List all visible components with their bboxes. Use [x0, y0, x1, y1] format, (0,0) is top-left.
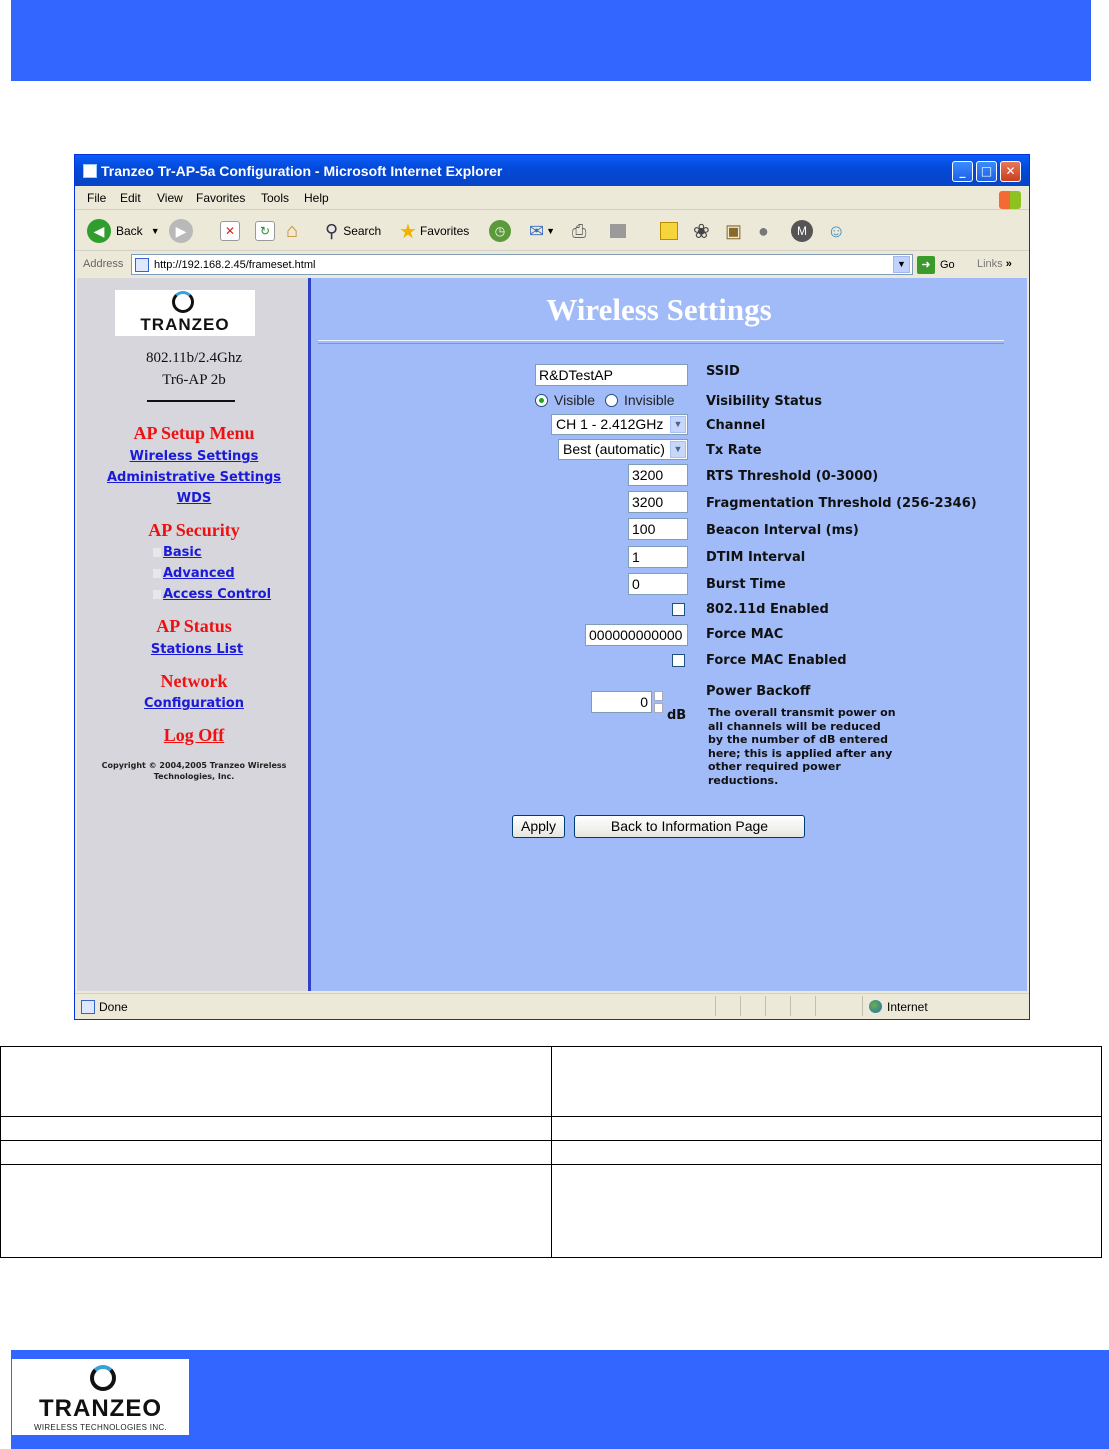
copyright-line-2: Technologies, Inc.	[153, 772, 235, 781]
favorites-label: Favorites	[419, 224, 470, 238]
links-button[interactable]: Links »	[977, 258, 1012, 270]
people-icon: ☺	[827, 220, 846, 241]
ie-page-icon	[83, 164, 97, 178]
swirl-logo-icon	[90, 1365, 116, 1391]
ap-security-heading: AP Security	[148, 520, 240, 540]
edit-button[interactable]	[610, 219, 626, 243]
menu-help[interactable]: Help	[304, 191, 329, 205]
beacon-interval-input[interactable]: 100	[628, 518, 688, 540]
footer-brand: TRANZEO	[39, 1395, 162, 1422]
top-banner	[11, 0, 1091, 81]
80211d-enabled-checkbox[interactable]	[672, 603, 685, 616]
mail-button[interactable]	[529, 219, 555, 243]
page-title: Wireless Settings	[546, 292, 772, 327]
power-backoff-description: The overall transmit power on all channels will be reduced by the number of dB entered here; this is applied after any other required power reductions.	[708, 706, 896, 787]
title-bar	[75, 155, 1029, 186]
stop-icon: ✕	[220, 221, 240, 241]
visibility-radio-group	[535, 392, 675, 408]
visible-radio[interactable]	[535, 394, 548, 407]
print-button[interactable]	[572, 219, 586, 243]
flower-button[interactable]	[693, 219, 710, 243]
sidebar-link-wds[interactable]: WDS	[176, 491, 212, 506]
rts-threshold-label: RTS Threshold (0-3000)	[706, 469, 879, 484]
address-url: http://192.168.2.45/frameset.html	[154, 259, 316, 271]
logo-brand-text: TRANZEO	[140, 315, 230, 334]
sidebar-link-administrative-settings[interactable]: Administrative Settings	[106, 470, 282, 485]
chevron-down-icon: ▼	[670, 441, 686, 458]
model-line-1: 802.11b/2.4Ghz	[145, 350, 243, 366]
search-label: Search	[343, 224, 382, 238]
media-icon: ▣	[725, 220, 743, 241]
80211d-enabled-label: 802.11d Enabled	[706, 602, 829, 617]
status-divider	[765, 996, 766, 1016]
channel-select-value: CH 1 - 2.412GHz	[556, 416, 664, 432]
power-backoff-label: Power Backoff	[706, 684, 811, 699]
ap-setup-menu-heading: AP Setup Menu	[133, 423, 255, 443]
status-divider	[740, 996, 741, 1016]
zone-label: Internet	[887, 1000, 928, 1014]
research-icon: M	[791, 220, 813, 242]
force-mac-enabled-label: Force MAC Enabled	[706, 653, 847, 668]
print-icon: ⎙	[572, 220, 587, 241]
status-divider	[790, 996, 791, 1016]
windows-logo-icon	[999, 191, 1021, 209]
table-row-line	[1, 1164, 1101, 1165]
menu-view[interactable]: View	[157, 191, 183, 205]
mail-icon: ✉	[529, 220, 545, 241]
bullet-icon	[153, 569, 161, 578]
spin-up-button[interactable]	[654, 691, 663, 701]
footer-logo	[12, 1359, 189, 1435]
go-button[interactable]	[917, 254, 955, 275]
main-frame	[314, 278, 1027, 991]
power-backoff-input[interactable]: 0	[591, 691, 652, 713]
page-content	[77, 278, 1027, 991]
history-button[interactable]	[489, 219, 511, 243]
status-divider	[862, 996, 863, 1016]
favorites-button[interactable]	[399, 219, 469, 243]
sidebar-link-configuration[interactable]: Configuration	[144, 696, 244, 711]
minimize-button[interactable]: _	[952, 161, 973, 182]
chevron-down-icon[interactable]: ▼	[893, 256, 910, 273]
chevron-down-icon: ▼	[150, 226, 160, 236]
close-button[interactable]: ✕	[1000, 161, 1021, 182]
globe-icon	[869, 1000, 882, 1013]
back-to-information-page-button[interactable]: Back to Information Page	[574, 815, 805, 838]
menu-bar	[75, 186, 1029, 210]
refresh-icon: ↻	[255, 221, 275, 241]
model-line-2: Tr6-AP 2b	[162, 372, 226, 388]
home-button[interactable]	[286, 219, 298, 243]
flower-icon: ❀	[693, 220, 710, 243]
back-label: Back	[116, 224, 143, 238]
address-label: Address	[83, 258, 124, 270]
menu-tools[interactable]: Tools	[261, 191, 290, 205]
sidebar-link-advanced-label: Advanced	[163, 566, 235, 581]
apply-button[interactable]: Apply	[512, 815, 565, 838]
power-unit-label: dB	[667, 708, 687, 723]
menu-edit[interactable]: Edit	[120, 191, 141, 205]
sidebar-link-access-control-label: Access Control	[163, 587, 272, 602]
status-divider	[715, 996, 716, 1016]
footer-subtitle: WIRELESS TECHNOLOGIES INC.	[33, 1423, 167, 1432]
home-icon: ⌂	[286, 219, 299, 242]
page-done-icon	[81, 1000, 95, 1014]
mail-dropdown-icon: ▼	[546, 226, 556, 236]
stop-button[interactable]	[220, 219, 240, 243]
maximize-button[interactable]: □	[976, 161, 997, 182]
tranzeo-logo	[115, 290, 255, 336]
search-icon: ⚲	[325, 220, 339, 241]
sidebar-link-stations-list[interactable]: Stations List	[150, 642, 244, 657]
go-label: Go	[940, 258, 955, 271]
status-divider	[815, 996, 816, 1016]
invisible-radio[interactable]	[605, 394, 618, 407]
status-bar	[75, 993, 1029, 1019]
forward-button[interactable]	[169, 219, 193, 243]
ssid-input[interactable]: R&DTestAP	[535, 364, 688, 386]
ssid-label: SSID	[706, 364, 740, 379]
star-icon: ★	[399, 220, 417, 243]
links-label: Links	[977, 258, 1003, 270]
dtim-interval-label: DTIM Interval	[706, 550, 806, 565]
channel-label: Channel	[706, 418, 766, 433]
force-mac-enabled-checkbox[interactable]	[672, 654, 685, 667]
sidebar-frame	[77, 278, 311, 991]
force-mac-input[interactable]: 000000000000	[585, 624, 688, 646]
network-heading: Network	[160, 671, 228, 691]
burst-time-input[interactable]: 0	[628, 573, 688, 595]
go-arrow-icon: ➜	[917, 256, 935, 274]
research-button[interactable]	[791, 219, 813, 243]
refresh-button[interactable]	[255, 219, 275, 243]
beacon-interval-label: Beacon Interval (ms)	[706, 523, 859, 538]
window-title: Tranzeo Tr-AP-5a Configuration - Microsoft Internet Explorer	[101, 163, 503, 179]
title-divider	[318, 340, 1004, 344]
swirl-logo-icon	[172, 291, 194, 313]
bottom-banner	[11, 1350, 1109, 1449]
chevron-down-icon: ▼	[670, 416, 686, 433]
bullet-icon	[153, 590, 161, 599]
page-icon	[135, 258, 149, 272]
force-mac-label: Force MAC	[706, 627, 784, 642]
fragmentation-threshold-input[interactable]: 3200	[628, 491, 688, 513]
dtim-interval-input[interactable]: 1	[628, 546, 688, 568]
tx-rate-label: Tx Rate	[706, 443, 762, 458]
sidebar-link-advanced[interactable]	[163, 566, 235, 581]
back-button[interactable]	[87, 219, 160, 243]
menu-file[interactable]: File	[87, 191, 107, 205]
search-button[interactable]	[325, 219, 381, 243]
status-text: Done	[99, 1000, 128, 1014]
note-icon	[660, 222, 678, 240]
sidebar-link-basic[interactable]	[163, 545, 202, 560]
sidebar-link-access-control[interactable]	[163, 587, 271, 602]
menu-favorites[interactable]: Favorites	[196, 191, 246, 205]
visible-radio-label: Visible	[554, 392, 595, 408]
table-divider	[551, 1047, 552, 1257]
ap-status-heading: AP Status	[156, 616, 232, 636]
address-bar	[75, 252, 1029, 277]
bullet-icon	[153, 548, 161, 557]
empty-table	[0, 1046, 1102, 1258]
history-icon: ◷	[489, 220, 511, 242]
toolbar	[75, 211, 1029, 251]
browser-window	[74, 154, 1030, 1020]
messenger-button[interactable]	[758, 219, 769, 243]
table-row-line	[1, 1116, 1101, 1117]
contacts-button[interactable]	[827, 219, 845, 243]
chat-icon: ●	[758, 220, 769, 241]
invisible-radio-label: Invisible	[624, 392, 675, 408]
address-input[interactable]	[131, 254, 913, 275]
channel-select[interactable]	[551, 414, 688, 435]
sidebar-divider	[147, 400, 235, 402]
visibility-status-label: Visibility Status	[706, 394, 822, 409]
media-button[interactable]	[725, 219, 742, 243]
log-off-link[interactable]: Log Off	[163, 725, 225, 745]
tx-rate-select[interactable]	[558, 439, 688, 460]
fragmentation-threshold-label: Fragmentation Threshold (256-2346)	[706, 496, 977, 511]
spin-down-button[interactable]	[654, 703, 663, 713]
rts-threshold-input[interactable]: 3200	[628, 464, 688, 486]
back-arrow-icon: ◀	[87, 219, 111, 243]
table-row-line	[1, 1140, 1101, 1141]
tx-rate-select-value: Best (automatic)	[563, 441, 665, 457]
copyright-line-1: Copyright © 2004,2005 Tranzeo Wireless	[101, 761, 287, 770]
forward-arrow-icon: ▶	[169, 219, 193, 243]
edit-icon	[610, 224, 626, 238]
sidebar-link-wireless-settings[interactable]: Wireless Settings	[129, 449, 259, 464]
burst-time-label: Burst Time	[706, 577, 786, 592]
discuss-button[interactable]	[660, 219, 678, 243]
sidebar-link-basic-label: Basic	[163, 545, 202, 560]
